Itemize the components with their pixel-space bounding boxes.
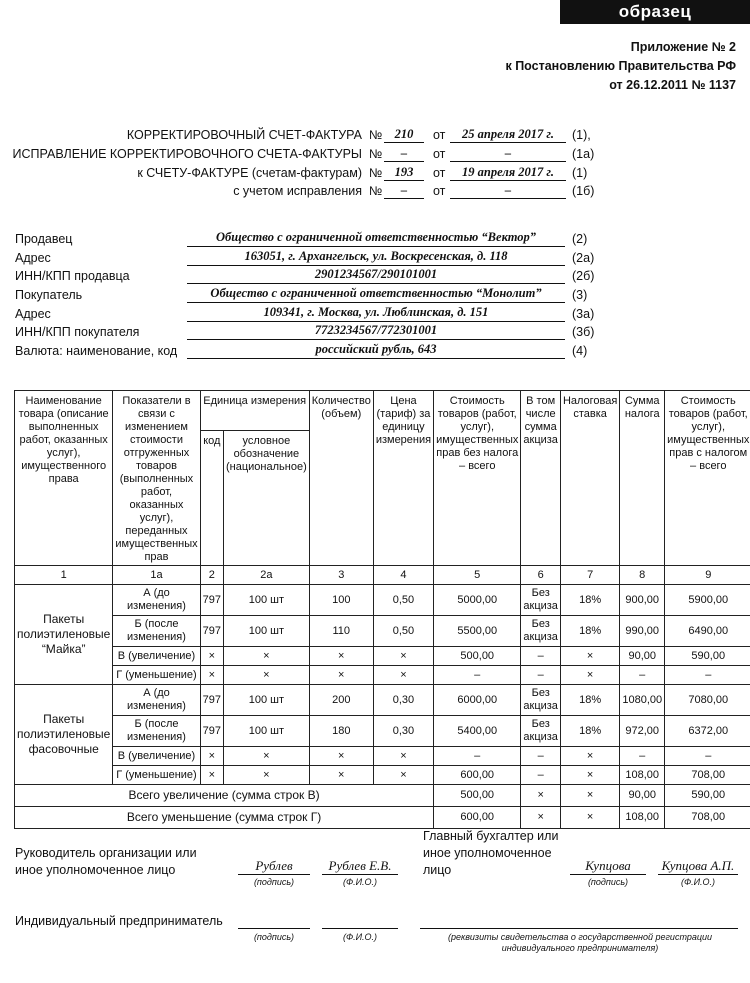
header-col-8: Сумма налога [620,391,665,566]
cell: × [309,747,373,766]
name-caption: (Ф.И.О.) [342,932,378,942]
cell: 708,00 [665,766,750,785]
header-col-2: код [200,431,223,566]
date-prefix: от [433,184,446,198]
cell: 108,00 [620,766,665,785]
document-number: – [384,146,424,162]
signature-caption: (подпись) [587,877,629,887]
party-row [0,305,750,323]
row-indicator: Б (после изменения) [113,716,200,747]
cell: – [620,747,665,766]
table-row [15,585,750,616]
cell: × [200,747,223,766]
document-date: 19 апреля 2017 г. [450,165,566,181]
party-row [0,230,750,248]
table-row [15,716,750,747]
cell: 6000,00 [434,685,521,716]
line-code: (2б) [572,269,595,283]
cell: 18% [560,685,619,716]
line-code: (3) [572,288,588,302]
party-row [0,249,750,267]
cell: × [373,647,433,666]
header-col-6: В том числе сумма акциза [521,391,561,566]
row-indicator: А (до изменения) [113,685,200,716]
cell: 590,00 [665,647,750,666]
party-label: ИНН/КПП продавца [15,269,130,283]
total-decrease-row [15,807,750,829]
document-number: – [384,183,424,199]
party-value: 163051, г. Архангельск, ул. Воскресенская, д. 118 [187,249,565,266]
document-date: 25 апреля 2017 г. [450,127,566,143]
header-col-1a: Показатели в связи с изменением стоимости отгруженных товаров (выполненных работ, оказанных услуг), переданных имущественных прав [113,391,200,566]
table-row [15,685,750,716]
number-sign: № [369,128,383,142]
cell: × [224,766,310,785]
col-number: 7 [560,566,619,585]
column-number-row [15,566,750,585]
name-line [322,928,398,929]
cell: 110 [309,616,373,647]
table-row [15,666,750,685]
header-row [0,164,750,182]
col-number: 2 [200,566,223,585]
cell: 972,00 [620,716,665,747]
party-label: Валюта: наименование, код [15,344,178,358]
cell: 1080,00 [620,685,665,716]
header-col-2a: условное обозначение (национальное) [224,431,310,566]
appendix-line-2: к Постановлению Правительства РФ [505,59,736,73]
header-col-1: Наименование товара (описание выполненных работ, оказанных услуг), имущественного права [15,391,113,566]
document-number: 193 [384,165,424,181]
cell: 18% [560,616,619,647]
cell: 5900,00 [665,585,750,616]
cell: × [560,666,619,685]
party-label: Адрес [15,251,51,265]
line-code: (4) [572,344,588,358]
number-sign: № [369,147,383,161]
cell: – [434,666,521,685]
cell: 100 шт [224,716,310,747]
cell: – [620,666,665,685]
cell: 108,00 [620,807,665,829]
cell: – [665,747,750,766]
cell: × [224,666,310,685]
product-name: Пакеты полиэтиленовые “Майка” [15,585,113,685]
party-value: Общество с ограниченной ответственностью “Вектор” [187,230,565,247]
header-col-4: Цена (тариф) за единицу измерения [373,391,433,566]
line-code: (1а) [572,147,595,161]
signature-line [238,928,310,929]
cell: Без акциза [521,585,561,616]
line-code: (2а) [572,251,595,265]
cell: × [560,807,619,829]
line-code: (1б) [572,184,595,198]
party-label: Покупатель [15,288,83,302]
cell: 990,00 [620,616,665,647]
invoice-table [14,390,750,829]
line-code: (3б) [572,325,595,339]
cell: 180 [309,716,373,747]
party-value: 109341, г. Москва, ул. Люблинская, д. 151 [187,305,565,322]
appendix-reference [505,38,736,95]
cell: × [521,785,561,807]
header-unit: Единица измерения [200,391,309,431]
cell: – [521,666,561,685]
cell: – [521,766,561,785]
document-date: – [450,146,566,162]
cell: 708,00 [665,807,750,829]
accountant-label: Главный бухгалтер или иное уполномоченное лицо [423,829,559,877]
header-row [0,126,750,144]
cell: 500,00 [434,785,521,807]
cell: × [200,666,223,685]
party-row [0,342,750,360]
table-row [15,766,750,785]
cell: Без акциза [521,616,561,647]
header-row [0,182,750,200]
header-col-5: Стоимость товаров (работ, услуг), имущественных прав без налога – всего [434,391,521,566]
header-col-7: Налоговая ставка [560,391,619,566]
cell: 18% [560,585,619,616]
name-caption: (Ф.И.О.) [342,877,378,887]
cell: 6490,00 [665,616,750,647]
date-prefix: от [433,166,446,180]
table-row [15,616,750,647]
requisites-caption: (реквизиты свидетельства о государственной регистрации индивидуального предпринимателя) [447,932,713,953]
cell: 90,00 [620,647,665,666]
row-indicator: Г (уменьшение) [113,766,200,785]
party-value: 2901234567/290101001 [187,267,565,284]
cell: × [309,647,373,666]
party-value: российский рубль, 643 [187,342,565,359]
row-indicator: В (увеличение) [113,747,200,766]
header-label: КОРРЕКТИРОВОЧНЫЙ СЧЕТ-ФАКТУРА [126,128,362,142]
header-label: ИСПРАВЛЕНИЕ КОРРЕКТИРОВОЧНОГО СЧЕТА-ФАКТУРЫ [12,147,362,161]
cell: 500,00 [434,647,521,666]
total-increase-row [15,785,750,807]
requisites-line [420,928,738,929]
cell: × [560,766,619,785]
table-header-row [15,391,750,431]
cell: × [224,747,310,766]
document-number: 210 [384,127,424,143]
header-label: к СЧЕТУ-ФАКТУРЕ (счетам-фактурам) [137,166,362,180]
appendix-line-1: Приложение № 2 [630,40,736,54]
cell: 100 [309,585,373,616]
header-label: с учетом исправления [233,184,362,198]
cell: × [560,747,619,766]
cell: × [200,766,223,785]
head-signature: Рублев [255,858,293,873]
cell: × [560,785,619,807]
signature-line [570,874,646,875]
cell: 90,00 [620,785,665,807]
name-line [322,874,398,875]
cell: – [521,747,561,766]
accountant-signature: Купцова [585,858,631,873]
col-number: 2а [224,566,310,585]
col-number: 6 [521,566,561,585]
party-row [0,323,750,341]
row-indicator: А (до изменения) [113,585,200,616]
party-label: Адрес [15,307,51,321]
col-number: 1а [113,566,200,585]
cell: × [309,666,373,685]
cell: 5000,00 [434,585,521,616]
party-row [0,267,750,285]
row-indicator: В (увеличение) [113,647,200,666]
appendix-line-3: от 26.12.2011 № 1137 [609,78,736,92]
cell: 797 [200,685,223,716]
party-value: Общество с ограниченной ответственностью “Монолит” [187,286,565,303]
col-number: 3 [309,566,373,585]
name-line [658,874,738,875]
cell: 600,00 [434,766,521,785]
party-label: ИНН/КПП покупателя [15,325,140,339]
head-name: Рублев Е.В. [328,858,392,873]
party-value: 7723234567/772301001 [187,323,565,340]
row-indicator: Б (после изменения) [113,616,200,647]
cell: 600,00 [434,807,521,829]
row-indicator: Г (уменьшение) [113,666,200,685]
cell: 0,50 [373,616,433,647]
table-row [15,747,750,766]
cell: 18% [560,716,619,747]
header-col-9: Стоимость товаров (работ, услуг), имущественных прав с налогом – всего [665,391,750,566]
cell: × [373,666,433,685]
header-col-3: Количество (объем) [309,391,373,566]
party-row [0,286,750,304]
sample-badge: образец [560,0,750,24]
date-prefix: от [433,147,446,161]
cell: × [224,647,310,666]
cell: 797 [200,616,223,647]
line-code: (1), [572,128,591,142]
cell: × [521,807,561,829]
cell: × [373,747,433,766]
cell: 0,30 [373,716,433,747]
cell: 0,30 [373,685,433,716]
cell: 100 шт [224,685,310,716]
head-label: Руководитель организации или иное уполномоченное лицо [15,846,197,877]
cell: 5400,00 [434,716,521,747]
cell: 100 шт [224,585,310,616]
cell: 0,50 [373,585,433,616]
cell: Без акциза [521,716,561,747]
document-date: – [450,183,566,199]
line-code: (1) [572,166,588,180]
table-row [15,647,750,666]
cell: × [200,647,223,666]
cell: 5500,00 [434,616,521,647]
product-name: Пакеты полиэтиленовые фасовочные [15,685,113,785]
name-caption: (Ф.И.О.) [680,877,716,887]
cell: 200 [309,685,373,716]
cell: 797 [200,716,223,747]
total-label: Всего увеличение (сумма строк В) [15,785,434,807]
col-number: 8 [620,566,665,585]
col-number: 1 [15,566,113,585]
cell: – [665,666,750,685]
party-label: Продавец [15,232,73,246]
cell: – [521,647,561,666]
cell: 7080,00 [665,685,750,716]
signature-caption: (подпись) [253,877,295,887]
signature-caption: (подпись) [253,932,295,942]
cell: 797 [200,585,223,616]
cell: × [560,647,619,666]
header-row [0,145,750,163]
col-number: 9 [665,566,750,585]
cell: 6372,00 [665,716,750,747]
total-label: Всего уменьшение (сумма строк Г) [15,807,434,829]
signature-line [238,874,310,875]
number-sign: № [369,166,383,180]
cell: Без акциза [521,685,561,716]
line-code: (2) [572,232,588,246]
number-sign: № [369,184,383,198]
cell: 100 шт [224,616,310,647]
cell: 900,00 [620,585,665,616]
col-number: 4 [373,566,433,585]
col-number: 5 [434,566,521,585]
entrepreneur-label: Индивидуальный предприниматель [15,914,223,928]
accountant-name: Купцова А.П. [661,858,735,873]
cell: × [373,766,433,785]
cell: 590,00 [665,785,750,807]
cell: × [309,766,373,785]
date-prefix: от [433,128,446,142]
cell: – [434,747,521,766]
line-code: (3а) [572,307,595,321]
